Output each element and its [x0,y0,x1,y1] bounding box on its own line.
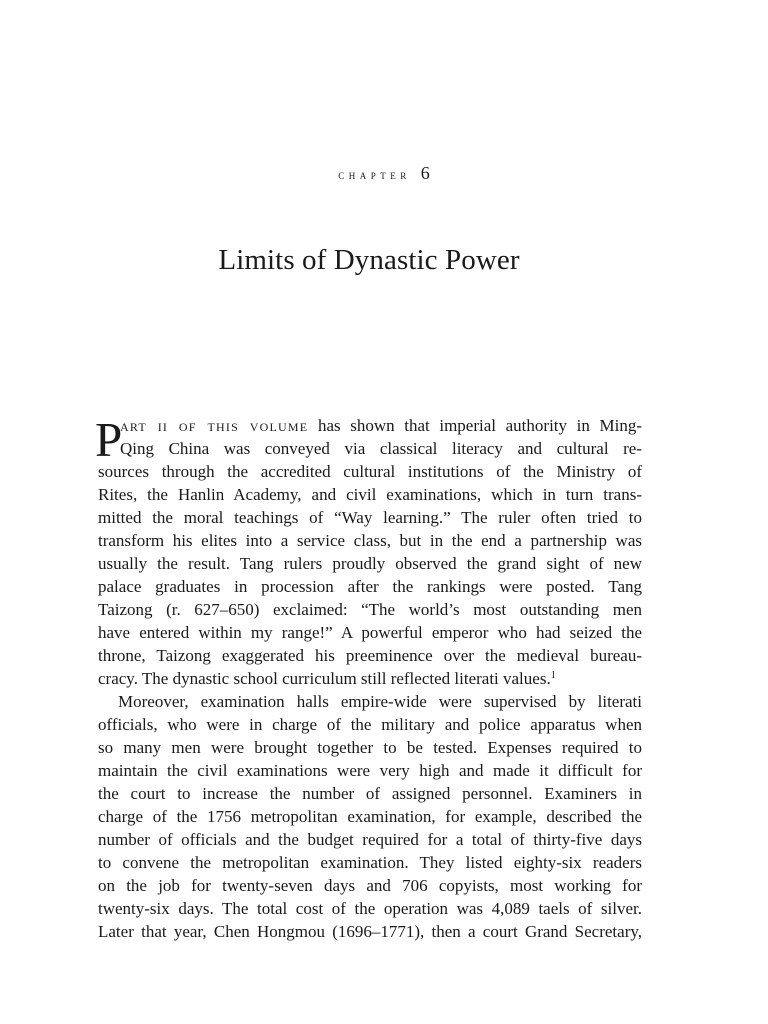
text-line: Later that year, Chen Hongmou (1696–1771), then a court Grand Secretary, [98,922,642,941]
text-line: number of officials and the budget required for a total of thirty-five days [98,830,642,849]
footnote-ref[interactable]: 1 [550,670,556,681]
text-line: Moreover, examination halls empire-wide were supervised by literati [118,692,642,711]
text-line: sources through the accredited cultural institutions of the Ministry of [98,462,642,481]
text-line: transform his elites into a service class, but in the end a partnership was [98,531,642,550]
lead-smallcaps: art ii of this volume [120,416,309,435]
text-line [98,667,642,690]
text-line: twenty-six days. The total cost of the operation was 4,089 taels of silver. [98,899,642,918]
chapter-title: Limits of Dynastic Power [218,244,520,276]
text-line [98,414,642,437]
text-line: Rites, the Hanlin Academy, and civil examinations, which in turn trans- [98,485,642,504]
text-line: so many men were brought together to be tested. Expenses required to [98,738,642,757]
text-line: mitted the moral teachings of “Way learning.” The ruler often tried to [98,508,642,527]
text-line: charge of the 1756 metropolitan examination, for example, described the [98,807,642,826]
text-line: to convene the metropolitan examination. They listed eighty-six readers [98,853,642,872]
text-line-content: cracy. The dynastic school curriculum still reflected literati values. [98,669,551,688]
chapter-label [0,163,768,184]
text-line: the court to increase the number of assigned personnel. Examiners in [98,784,642,803]
chapter-word: chapter [338,167,411,182]
text-line: Qing China was conveyed via classical literacy and cultural re- [120,439,642,458]
text-line: officials, who were in charge of the military and police apparatus when [98,715,642,734]
text-line: Taizong (r. 627–650) exclaimed: “The world’s most outstanding men [98,600,642,619]
text-line: usually the result. Tang rulers proudly observed the grand sight of new [98,554,642,573]
drop-cap: P [95,412,123,467]
text-line: have entered within my range!” A powerful emperor who had seized the [98,623,642,642]
text-line: throne, Taizong exaggerated his preeminence over the medieval bureau- [98,646,642,665]
text-line: palace graduates in procession after the rankings were posted. Tang [98,577,642,596]
body-text [95,412,642,943]
chapter-number: 6 [420,163,430,183]
line1-rest: has shown that imperial authority in Ming- [308,416,642,435]
text-line: maintain the civil examinations were very high and made it difficult for [98,761,642,780]
text-line: on the job for twenty-seven days and 706 copyists, most working for [98,876,642,895]
